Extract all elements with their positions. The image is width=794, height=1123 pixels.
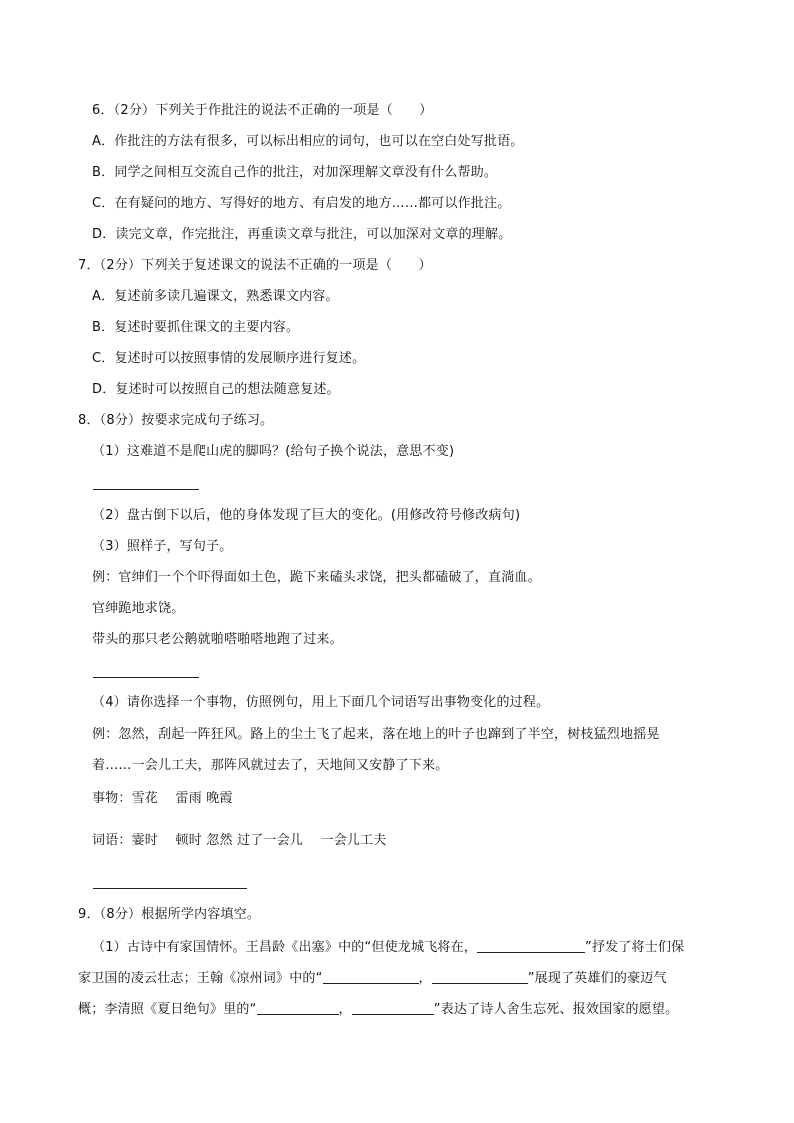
q8-part4-example-line2: 着……一会儿工夫，那阵风就过去了，天地间又安静了下来。 [92, 758, 449, 773]
q8-part4-words: 词语：霎时 顿时 忽然 过了一会儿 一会儿工夫 [92, 833, 387, 848]
q9-blank1[interactable] [477, 938, 585, 953]
q6-option-a: A．作批注的方法有很多，可以标出相应的词句，也可以在空白处写批语。 [92, 134, 524, 149]
q9-line2 [78, 969, 667, 988]
q9-line2-text-c: ”展现了英雄们的豪迈气 [527, 971, 667, 986]
q8-part3-example: 例：官绅们一个个吓得面如土色，跪下来磕头求饶，把头都磕破了，直淌血。 [92, 570, 541, 585]
q8-part3: （3）照样子，写句子。 [92, 539, 233, 554]
q7-stem: 7．（2分）下列关于复述课文的说法不正确的一项是（ ） [78, 258, 432, 273]
q8-part4-example-line1: 例：忽然，刮起一阵狂风。路上的尘土飞了起来，落在地上的叶子也蹿到了半空，树枝猛烈地摇晃 [92, 727, 660, 742]
q7-option-d: D．复述时可以按照自己的想法随意复述。 [92, 382, 340, 397]
q6-option-d: D．读完文章，作完批注，再重读文章与批注，可以加深对文章的理解。 [92, 227, 512, 242]
q8-part4: （4）请你选择一个事物，仿照例句，用上下面几个词语写出事物变化的过程。 [92, 695, 550, 710]
q8-stem: 8．（8分）按要求完成句子练习。 [78, 413, 274, 428]
q8-part3-answer-line[interactable] [93, 677, 199, 678]
q8-part4-things: 事物：雪花 雷雨 晚霞 [92, 791, 233, 806]
q9-blank5[interactable] [352, 1000, 434, 1015]
q9-line2-text-a: 家卫国的凌云壮志；王翰《凉州词》中的“ [78, 971, 323, 986]
q7-option-b: B．复述时要抓住课文的主要内容。 [92, 320, 300, 335]
q7-option-a: A．复述前多读几遍课文，熟悉课文内容。 [92, 289, 339, 304]
q8-part1: （1）这难道不是爬山虎的脚吗？(给句子换个说法，意思不变) [92, 444, 455, 459]
q9-blank2[interactable] [323, 969, 419, 984]
q6-option-b: B．同学之间相互交流自己作的批注，对加深理解文章没有什么帮助。 [92, 165, 498, 180]
q8-part2: （2）盘古倒下以后，他的身体发现了巨大的变化。(用修改符号修改病句) [92, 508, 521, 523]
q9-line1 [92, 938, 684, 957]
q8-part1-answer-line[interactable] [93, 489, 199, 490]
q8-part3-sentence2: 带头的那只老公鹅就啪嗒啪嗒地跑了过来。 [92, 632, 343, 647]
q8-part3-sentence1: 官绅跪地求饶。 [92, 601, 185, 616]
q9-line3 [78, 1000, 678, 1019]
q6-stem: 6．（2分）下列关于作批注的说法不正确的一项是（ ） [92, 103, 433, 118]
q9-line2-comma: ， [418, 971, 432, 986]
q9-line3-text-c: ”表达了诗人舍生忘死、报效国家的愿望。 [433, 1002, 679, 1017]
q9-blank4[interactable] [257, 1000, 339, 1015]
q7-option-c: C．复述时可以按照事情的发展顺序进行复述。 [92, 351, 366, 366]
q9-line3-text-a: 概；李清照《夏日绝句》里的“ [78, 1002, 257, 1017]
q9-line1-text-b: ”抒发了将士们保 [585, 940, 685, 955]
q8-part4-answer-line[interactable] [93, 888, 247, 889]
q9-line1-text-a: （1）古诗中有家国情怀。王昌龄《出塞》中的“但使龙城飞将在， [92, 940, 478, 955]
q9-stem: 9．（8分）根据所学内容填空。 [78, 907, 261, 922]
q9-blank3[interactable] [432, 969, 528, 984]
q6-option-c: C．在有疑问的地方、写得好的地方、有启发的地方……都可以作批注。 [92, 196, 511, 211]
q9-line3-comma: ， [338, 1002, 352, 1017]
